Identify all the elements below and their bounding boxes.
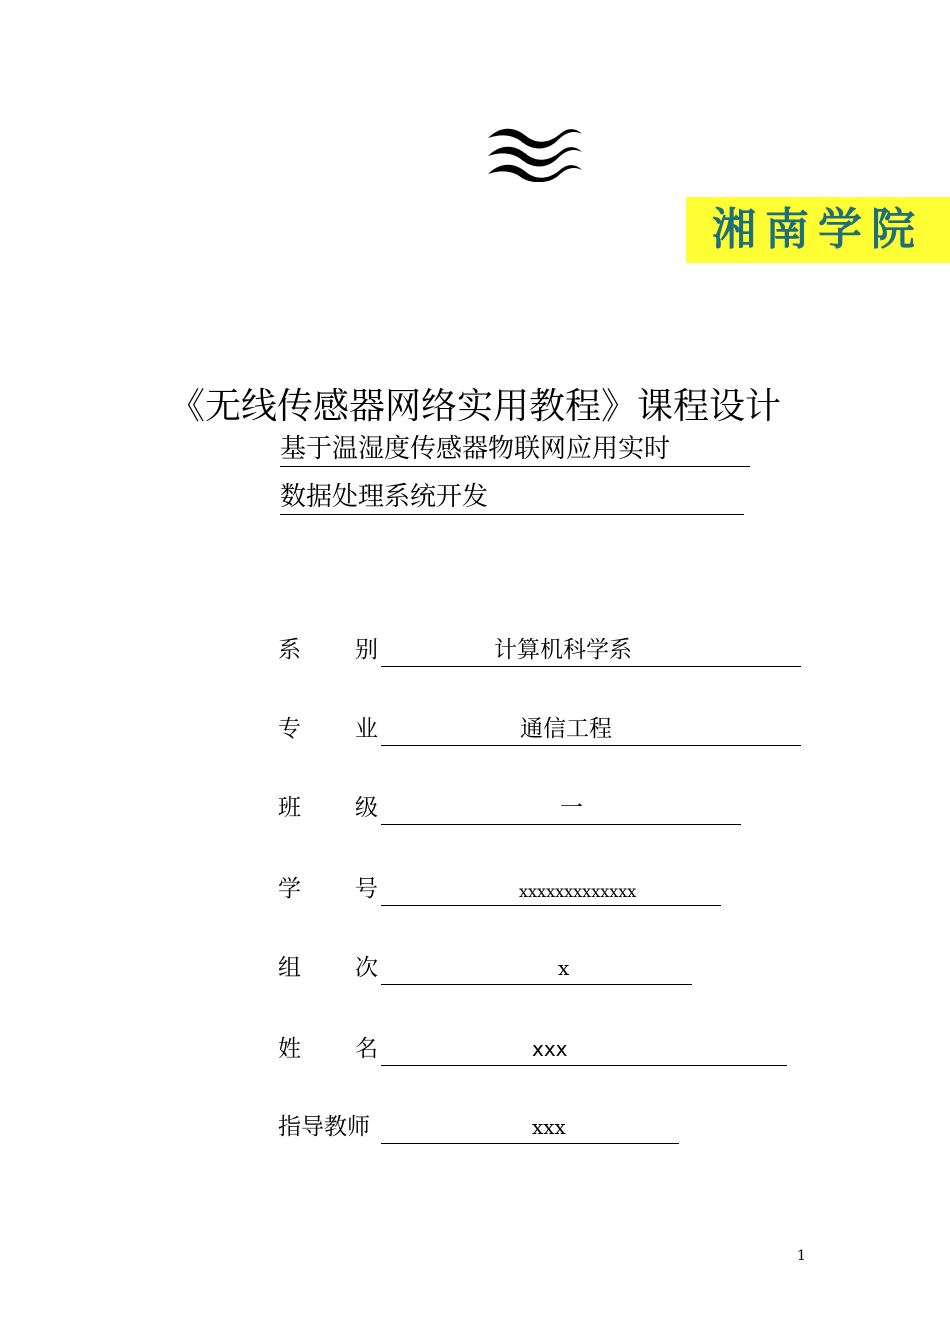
field-label: 系 [278,637,301,663]
field-label: 学 [278,876,301,902]
field-label: 次 [355,955,378,981]
field-value: xxx [532,1037,568,1061]
school-banner-text: 湘南学院 [712,204,924,255]
field-label: 姓 [278,1036,301,1062]
field-label: 指导教师 [278,1114,370,1140]
field-value: 一 [560,795,583,821]
field-underline [381,1036,787,1066]
field-value: x [558,956,570,980]
field-label: 班 [278,795,301,821]
field-value: xxx [532,1115,566,1139]
field-underline [381,955,692,985]
field-label: 专 [278,716,301,742]
waves-logo-icon [486,122,584,182]
field-underline [381,1114,679,1144]
field-value: 通信工程 [520,716,612,742]
project-title-line2: 数据处理系统开发 [280,480,744,515]
field-value: 计算机科学系 [494,637,632,663]
page-number: 1 [797,1248,806,1264]
project-title-line1: 基于温湿度传感器物联网应用实时 [280,432,750,467]
field-label: 组 [278,955,301,981]
school-banner [686,197,950,263]
field-label: 级 [355,795,378,821]
field-label: 业 [355,716,378,742]
field-label: 别 [355,637,378,663]
field-label: 名 [355,1036,378,1062]
field-value: xxxxxxxxxxxxx [519,882,637,901]
course-title: 《无线传感器网络实用教程》课程设计 [168,386,781,427]
field-label: 号 [355,876,378,902]
